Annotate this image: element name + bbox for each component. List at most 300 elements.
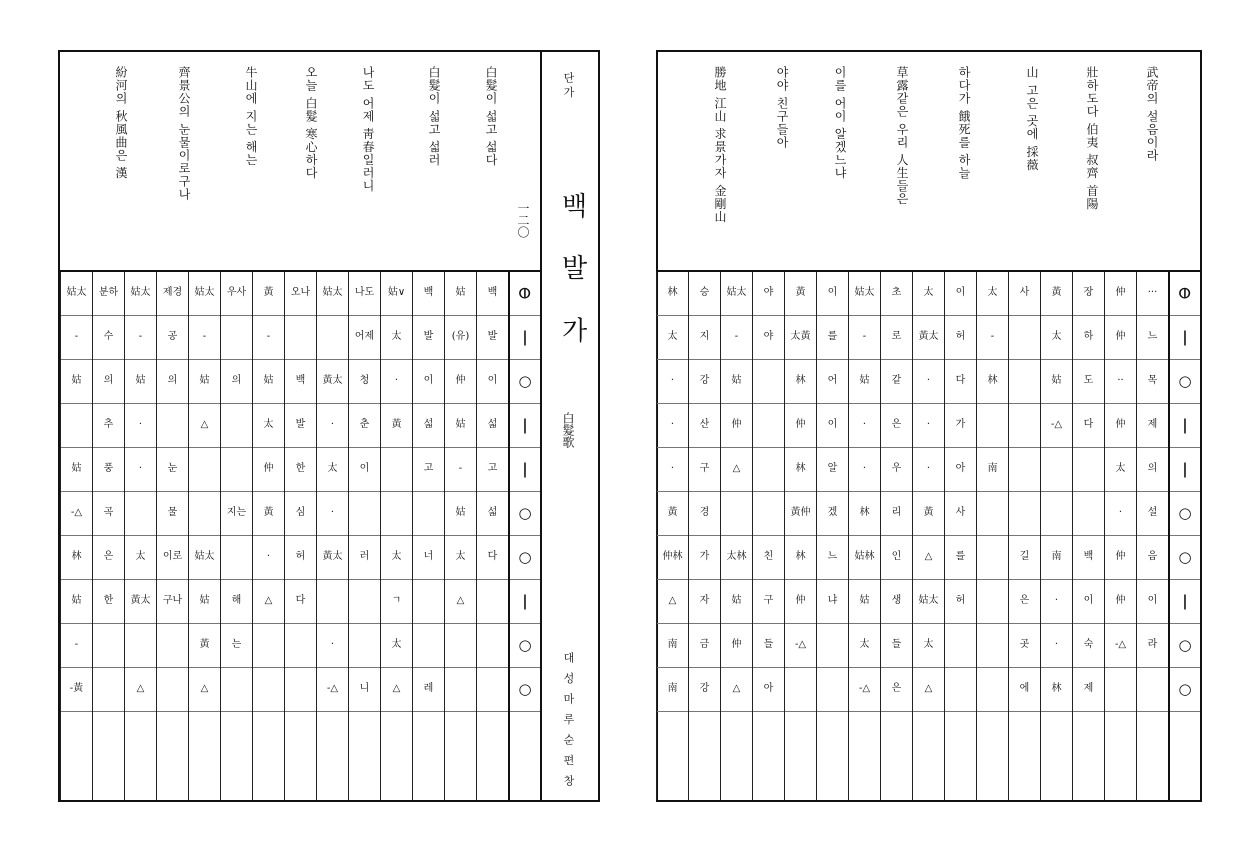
notation-cell: 지 <box>689 316 720 360</box>
notation-cell <box>125 492 156 536</box>
notation-cell: 黃 <box>785 272 816 316</box>
notation-cell: 장 <box>1073 272 1104 316</box>
notation-cell <box>125 624 156 668</box>
notation-cell <box>753 404 784 448</box>
lyric-line: 壯하도다 伯夷 叔齊 首陽 <box>1085 66 1099 211</box>
notation-cell: 우사 <box>221 272 252 316</box>
notation-cell: 黃太 <box>317 360 348 404</box>
notation-cell: 도 <box>1073 360 1104 404</box>
notation-cell: 仲 <box>721 624 752 668</box>
notation-cell: 는 <box>221 624 252 668</box>
notation-cell: 눈 <box>157 448 188 492</box>
notation-cell <box>157 624 188 668</box>
notation-cell <box>157 668 188 712</box>
notation-cell <box>381 492 412 536</box>
lyric-line: 하다가 餓死를 하늘 <box>957 66 971 180</box>
notation-column <box>284 272 316 800</box>
notation-cell: 한 <box>93 580 124 624</box>
beat-marker: | <box>1170 316 1200 360</box>
notation-cell <box>945 668 976 712</box>
notation-column <box>1040 272 1072 800</box>
left-beat-column <box>508 272 540 800</box>
beat-marker: ○ <box>510 360 540 404</box>
notation-cell: 太黃 <box>785 316 816 360</box>
notation-cell: 林 <box>785 448 816 492</box>
notation-cell: △ <box>721 448 752 492</box>
notation-cell: 姑太 <box>317 272 348 316</box>
notation-cell: 느 <box>1137 316 1168 360</box>
notation-cell: 제경 <box>157 272 188 316</box>
notation-cell: △ <box>657 580 688 624</box>
notation-cell: · <box>381 360 412 404</box>
notation-cell: 姑 <box>61 448 92 492</box>
notation-cell: 추 <box>93 404 124 448</box>
notation-cell <box>189 492 220 536</box>
notation-cell: -△ <box>785 624 816 668</box>
notation-cell: 의 <box>157 360 188 404</box>
notation-cell <box>1073 448 1104 492</box>
notation-cell: 仲 <box>253 448 284 492</box>
notation-cell: 하 <box>1073 316 1104 360</box>
notation-cell: 를 <box>817 316 848 360</box>
notation-column <box>252 272 284 800</box>
notation-cell: 姑太 <box>849 272 880 316</box>
notation-cell: 사 <box>1009 272 1040 316</box>
notation-cell <box>1137 668 1168 712</box>
notation-cell <box>157 404 188 448</box>
notation-cell: 의 <box>1137 448 1168 492</box>
notation-column <box>912 272 944 800</box>
notation-cell: 백 <box>1073 536 1104 580</box>
notation-column <box>1104 272 1136 800</box>
notation-cell: 공 <box>157 316 188 360</box>
notation-cell: 발 <box>477 316 508 360</box>
beat-marker: | <box>510 316 540 360</box>
notation-column <box>656 272 688 800</box>
notation-cell: 姑 <box>849 580 880 624</box>
notation-cell: - <box>61 624 92 668</box>
notation-cell: 姑太 <box>721 272 752 316</box>
notation-cell: 청 <box>349 360 380 404</box>
notation-cell: 姑太 <box>189 272 220 316</box>
notation-cell: -△ <box>1041 404 1072 448</box>
notation-cell <box>1041 448 1072 492</box>
notation-cell: 풍 <box>93 448 124 492</box>
notation-cell: · <box>913 404 944 448</box>
notation-cell: △ <box>189 404 220 448</box>
lyric-line: 武帝의 설음이라 <box>1145 66 1159 162</box>
notation-cell <box>977 536 1008 580</box>
notation-cell: 林 <box>977 360 1008 404</box>
notation-cell: · <box>1041 580 1072 624</box>
piece-title-hanja: 白髮歌 <box>561 412 575 448</box>
notation-column <box>752 272 784 800</box>
notation-cell <box>413 492 444 536</box>
notation-cell: · <box>657 404 688 448</box>
notation-cell: 黃仲 <box>785 492 816 536</box>
genre-label: 단 가 <box>562 72 575 98</box>
notation-cell: 설 <box>1137 492 1168 536</box>
notation-cell <box>817 668 848 712</box>
notation-cell: 姑 <box>189 360 220 404</box>
notation-cell: 黃 <box>657 492 688 536</box>
notation-cell: - <box>445 448 476 492</box>
notation-column <box>124 272 156 800</box>
notation-cell: 太 <box>445 536 476 580</box>
notation-cell: 南 <box>657 624 688 668</box>
notation-cell: - <box>253 316 284 360</box>
notation-cell <box>253 668 284 712</box>
notation-cell: 太 <box>657 316 688 360</box>
notation-cell: 곳 <box>1009 624 1040 668</box>
notation-cell: (유) <box>445 316 476 360</box>
beat-marker: | <box>1170 404 1200 448</box>
notation-cell: 다 <box>285 580 316 624</box>
notation-column <box>188 272 220 800</box>
lyric-line: 勝地 江山 求景가자 金剛山 <box>713 66 727 224</box>
notation-cell: · <box>1105 492 1136 536</box>
notation-cell: 黃 <box>381 404 412 448</box>
notation-cell: · <box>913 448 944 492</box>
right-score-page <box>656 50 1202 802</box>
notation-cell <box>285 624 316 668</box>
notation-cell: 姑 <box>445 404 476 448</box>
notation-cell <box>1009 492 1040 536</box>
notation-cell: 姑 <box>445 272 476 316</box>
notation-column <box>412 272 444 800</box>
beat-marker: ○ <box>1170 668 1200 712</box>
lyric-line: 紛河의 秋風曲은 漢 <box>114 66 128 180</box>
notation-cell: · <box>317 404 348 448</box>
notation-cell <box>945 624 976 668</box>
beat-marker: ○ <box>510 668 540 712</box>
notation-cell: 섧 <box>477 492 508 536</box>
notation-cell: 의 <box>221 360 252 404</box>
notation-cell: 黃太 <box>317 536 348 580</box>
notation-cell: 林 <box>849 492 880 536</box>
notation-cell: 섧 <box>477 404 508 448</box>
lyric-line: 牛山에 지는 해는 <box>244 66 258 167</box>
notation-cell: 인 <box>881 536 912 580</box>
notation-cell: 仲林 <box>657 536 688 580</box>
notation-cell: 허 <box>945 580 976 624</box>
notation-cell: 한 <box>285 448 316 492</box>
notation-cell: 구나 <box>157 580 188 624</box>
notation-cell: 들 <box>881 624 912 668</box>
notation-cell: 춘 <box>349 404 380 448</box>
notation-cell: 姑 <box>125 360 156 404</box>
notation-cell: 은 <box>1009 580 1040 624</box>
notation-cell <box>753 492 784 536</box>
notation-column <box>784 272 816 800</box>
notation-cell: 林 <box>657 272 688 316</box>
notation-column <box>156 272 188 800</box>
beat-marker: | <box>510 404 540 448</box>
notation-cell: 南 <box>1041 536 1072 580</box>
notation-cell: 지는 <box>221 492 252 536</box>
notation-cell: 길 <box>1009 536 1040 580</box>
notation-cell: - <box>125 316 156 360</box>
notation-cell <box>977 580 1008 624</box>
notation-cell <box>349 492 380 536</box>
notation-cell: 姑 <box>189 580 220 624</box>
notation-cell: 백 <box>285 360 316 404</box>
notation-cell: 이 <box>945 272 976 316</box>
notation-cell: ㄱ <box>381 580 412 624</box>
notation-cell: -黃 <box>61 668 92 712</box>
notation-cell: · <box>657 448 688 492</box>
notation-cell: △ <box>125 668 156 712</box>
notation-cell: 太 <box>381 316 412 360</box>
notation-cell <box>1009 360 1040 404</box>
notation-cell: △ <box>253 580 284 624</box>
notation-cell: 가 <box>689 536 720 580</box>
notation-cell: 승 <box>689 272 720 316</box>
notation-column <box>60 272 92 800</box>
notation-cell: · <box>1041 624 1072 668</box>
notation-cell <box>1009 448 1040 492</box>
left-score-page <box>58 50 600 802</box>
notation-cell <box>221 404 252 448</box>
notation-cell <box>977 668 1008 712</box>
notation-column <box>944 272 976 800</box>
notation-cell <box>477 624 508 668</box>
right-notation-grid <box>656 272 1168 800</box>
notation-cell: 친 <box>753 536 784 580</box>
notation-cell: 姑 <box>721 580 752 624</box>
notation-cell: 姑 <box>253 360 284 404</box>
piece-title: 백 발 가 <box>557 192 587 357</box>
lyric-line: 山 고은 곳에 採薇 <box>1025 66 1039 172</box>
notation-cell: 러 <box>349 536 380 580</box>
notation-cell <box>221 316 252 360</box>
notation-cell: 姑 <box>61 360 92 404</box>
notation-cell: 제 <box>1073 668 1104 712</box>
notation-cell: 느 <box>817 536 848 580</box>
notation-column <box>1008 272 1040 800</box>
notation-cell <box>221 536 252 580</box>
notation-cell: 太 <box>977 272 1008 316</box>
notation-cell: 姑 <box>61 580 92 624</box>
beat-marker: ○ <box>1170 360 1200 404</box>
notation-cell: 가 <box>945 404 976 448</box>
notation-cell: 은 <box>881 668 912 712</box>
lyric-line: 이를 어이 알겠느냐 <box>833 66 847 180</box>
notation-cell: · <box>317 492 348 536</box>
notation-cell: 仲 <box>785 404 816 448</box>
beat-marker: ○ <box>1170 536 1200 580</box>
notation-cell <box>817 624 848 668</box>
notation-column <box>688 272 720 800</box>
notation-cell: 太 <box>913 272 944 316</box>
notation-cell: 은 <box>93 536 124 580</box>
notation-cell <box>93 668 124 712</box>
beat-marker: | <box>1170 580 1200 624</box>
notation-cell <box>977 492 1008 536</box>
notation-cell <box>189 448 220 492</box>
notation-cell: ··· <box>1137 272 1168 316</box>
lyric-line: 白髮이 섧고 섧다 <box>484 66 498 167</box>
notation-cell: 林 <box>61 536 92 580</box>
notation-cell: 허 <box>285 536 316 580</box>
notation-cell: 林 <box>1041 668 1072 712</box>
notation-cell <box>785 668 816 712</box>
notation-cell: 太 <box>913 624 944 668</box>
notation-cell: 姑 <box>1041 360 1072 404</box>
notation-cell: 黃太 <box>913 316 944 360</box>
notation-cell <box>477 668 508 712</box>
notation-cell: 姑 <box>849 360 880 404</box>
notation-cell: 고 <box>413 448 444 492</box>
notation-cell: 姑太 <box>189 536 220 580</box>
notation-cell: 仲 <box>1105 580 1136 624</box>
notation-cell: 仲 <box>785 580 816 624</box>
notation-cell: 고 <box>477 448 508 492</box>
notation-cell: 太 <box>849 624 880 668</box>
notation-cell <box>721 492 752 536</box>
beat-marker: | <box>1170 448 1200 492</box>
right-beat-column <box>1168 272 1200 800</box>
notation-cell: · <box>253 536 284 580</box>
notation-cell: · <box>125 404 156 448</box>
notation-cell: △ <box>189 668 220 712</box>
notation-cell <box>317 580 348 624</box>
beat-marker: ○ <box>510 624 540 668</box>
notation-cell: 仲 <box>1105 404 1136 448</box>
notation-cell: 黃 <box>913 492 944 536</box>
notation-cell: 다 <box>945 360 976 404</box>
notation-cell <box>317 316 348 360</box>
notation-cell <box>413 624 444 668</box>
notation-cell: 해 <box>221 580 252 624</box>
notation-cell: 오나 <box>285 272 316 316</box>
notation-column <box>976 272 1008 800</box>
notation-cell: 黃 <box>253 492 284 536</box>
notation-column <box>848 272 880 800</box>
notation-cell: 음 <box>1137 536 1168 580</box>
notation-cell: · <box>657 360 688 404</box>
notation-cell: 강 <box>689 668 720 712</box>
notation-cell: 黃 <box>189 624 220 668</box>
notation-cell: 어제 <box>349 316 380 360</box>
notation-cell: 어 <box>817 360 848 404</box>
notation-cell <box>285 668 316 712</box>
lyric-line: 나도 어제 靑春일러니 <box>361 66 375 193</box>
notation-cell: 로 <box>881 316 912 360</box>
notation-cell: 仲 <box>721 404 752 448</box>
notation-cell <box>753 448 784 492</box>
notation-cell: 수 <box>93 316 124 360</box>
notation-cell: - <box>977 316 1008 360</box>
notation-cell: 를 <box>945 536 976 580</box>
notation-cell <box>93 624 124 668</box>
beat-marker: | <box>510 580 540 624</box>
notation-cell: 姑∨ <box>381 272 412 316</box>
notation-cell: 姑 <box>445 492 476 536</box>
notation-cell: · <box>849 404 880 448</box>
notation-cell: 백 <box>413 272 444 316</box>
notation-cell <box>253 624 284 668</box>
notation-cell: 다 <box>1073 404 1104 448</box>
notation-cell <box>61 404 92 448</box>
notation-cell: 사 <box>945 492 976 536</box>
notation-cell: 백 <box>477 272 508 316</box>
notation-cell: - <box>61 316 92 360</box>
notation-cell: · <box>317 624 348 668</box>
notation-cell <box>349 624 380 668</box>
lyric-line: 草露같은 우리 人生들은 <box>895 66 909 206</box>
notation-cell: · <box>125 448 156 492</box>
notation-cell: 黃太 <box>125 580 156 624</box>
notation-cell: △ <box>913 536 944 580</box>
notation-cell: 黃 <box>1041 272 1072 316</box>
notation-column <box>348 272 380 800</box>
notation-column <box>816 272 848 800</box>
notation-cell: ·· <box>1105 360 1136 404</box>
notation-cell: 太 <box>381 624 412 668</box>
notation-cell <box>221 448 252 492</box>
notation-cell: △ <box>721 668 752 712</box>
notation-cell: 이 <box>1137 580 1168 624</box>
notation-cell: 너 <box>413 536 444 580</box>
notation-cell: 아 <box>753 668 784 712</box>
lyric-line: 야야 친구들아 <box>775 66 789 149</box>
notation-cell <box>977 624 1008 668</box>
lyric-line: 齊景公의 눈물이로구나 <box>177 66 191 201</box>
notation-cell: 太 <box>381 536 412 580</box>
notation-cell: 같 <box>881 360 912 404</box>
notation-cell: -△ <box>849 668 880 712</box>
notation-cell: 심 <box>285 492 316 536</box>
notation-cell: 이로 <box>157 536 188 580</box>
notation-cell: - <box>849 316 880 360</box>
notation-column <box>476 272 508 800</box>
notation-cell <box>221 668 252 712</box>
notation-column <box>92 272 124 800</box>
notation-cell <box>445 668 476 712</box>
notation-cell: 니 <box>349 668 380 712</box>
notation-cell: 금 <box>689 624 720 668</box>
notation-cell: 생 <box>881 580 912 624</box>
notation-cell: 겠 <box>817 492 848 536</box>
notation-column <box>720 272 752 800</box>
notation-cell <box>1041 492 1072 536</box>
notation-cell: 숙 <box>1073 624 1104 668</box>
notation-cell <box>477 580 508 624</box>
lyric-line: 오늘 白髮 寒心하다 <box>304 66 318 180</box>
notation-cell: 나도 <box>349 272 380 316</box>
notation-cell: 아 <box>945 448 976 492</box>
notation-cell: 자 <box>689 580 720 624</box>
notation-column <box>1072 272 1104 800</box>
beat-marker: ⦶ <box>510 272 540 316</box>
piece-number: 一二〇 <box>516 202 530 238</box>
notation-cell: 이 <box>1073 580 1104 624</box>
notation-cell: 姑太 <box>61 272 92 316</box>
beat-marker: ⦶ <box>1170 272 1200 316</box>
notation-cell: 林 <box>785 360 816 404</box>
notation-cell: 이 <box>817 272 848 316</box>
notation-cell: 경 <box>689 492 720 536</box>
notation-cell <box>285 316 316 360</box>
beat-marker: ○ <box>510 492 540 536</box>
notation-cell: 다 <box>477 536 508 580</box>
notation-column <box>220 272 252 800</box>
left-lyrics-section <box>60 52 540 272</box>
notation-cell: 이 <box>349 448 380 492</box>
notation-column <box>880 272 912 800</box>
notation-cell: 太 <box>317 448 348 492</box>
